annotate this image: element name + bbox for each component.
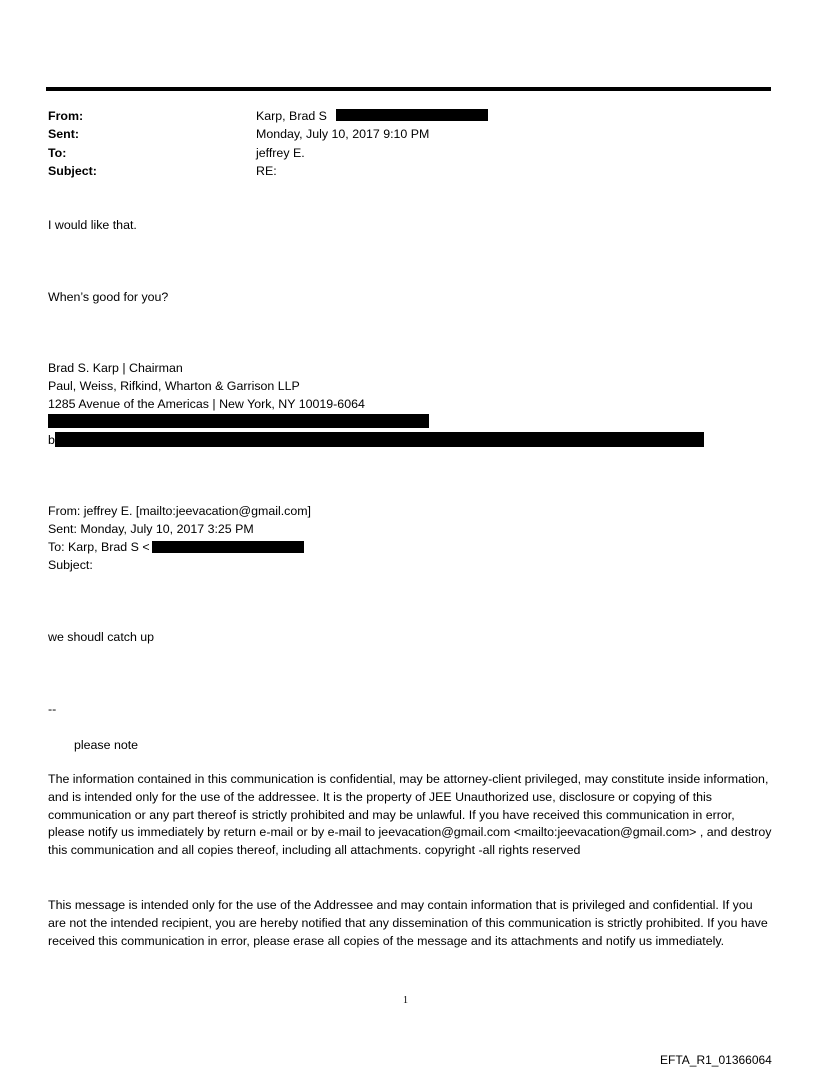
signature-address: 1285 Avenue of the Americas | New York, NY 10019-6064 — [48, 397, 365, 411]
redaction-from-email — [336, 109, 488, 121]
quoted-note: please note — [74, 738, 139, 752]
body-line-1: I would like that. — [48, 218, 137, 232]
quoted-to: To: Karp, Brad S < — [48, 540, 150, 554]
disclaimer-paragraph-1: The information contained in this communication is confidential, may be attorney-client privileged, may constitute inside information, and is intended only for the use of the addressee. It is the property of JEE Unauthorized use, disclosure or copying of this communication or any part thereof is strictly prohibited and may be unlawful. If you have received this communication in error, please notify us immediately by return e-mail or by e-mail to jeevacation@gmail.com <mailto:jeevacation@gmail.com> , and destroy this communication and all copies thereof, including all attachments. copyright -all rights reserved — [48, 772, 772, 858]
signature-firm: Paul, Weiss, Rifkind, Wharton & Garrison LLP — [48, 379, 300, 393]
quoted-from: From: jeffrey E. [mailto:jeevacation@gmail.com] — [48, 504, 312, 518]
redaction-signature-line-4 — [48, 414, 429, 428]
quoted-message: we shoudl catch up — [48, 630, 155, 644]
page-number: 1 — [403, 995, 408, 1006]
disclaimer-paragraph-2: This message is intended only for the use of the Addressee and may contain information that is privileged and confidential. If you are not the intended recipient, you are hereby notified that any dissemination of this communication is strictly prohibited. If you have received this communication in error, please erase all copies of the message and its attachments and notify us immediately. — [48, 898, 768, 948]
quoted-sent: Sent: Monday, July 10, 2017 3:25 PM — [48, 522, 254, 536]
redaction-quoted-to-email — [152, 541, 304, 553]
to-value: jeffrey E. — [256, 146, 305, 160]
to-label: To: — [48, 146, 67, 160]
subject-value: RE: — [256, 164, 277, 178]
quoted-separator: -- — [48, 702, 57, 716]
quoted-subject: Subject: — [48, 558, 93, 572]
sent-label: Sent: — [48, 127, 79, 141]
body-line-2: When’s good for you? — [48, 290, 169, 304]
from-label: From: — [48, 109, 84, 123]
bates-number: EFTA_R1_01366064 — [660, 1053, 772, 1067]
subject-label: Subject: — [48, 164, 97, 178]
signature-name: Brad S. Karp | Chairman — [48, 361, 183, 375]
header-rule — [46, 87, 771, 91]
sent-value: Monday, July 10, 2017 9:10 PM — [256, 127, 430, 141]
from-value: Karp, Brad S — [256, 109, 327, 123]
signature-line-5-prefix: b — [48, 433, 55, 447]
redaction-signature-line-5 — [55, 432, 704, 447]
